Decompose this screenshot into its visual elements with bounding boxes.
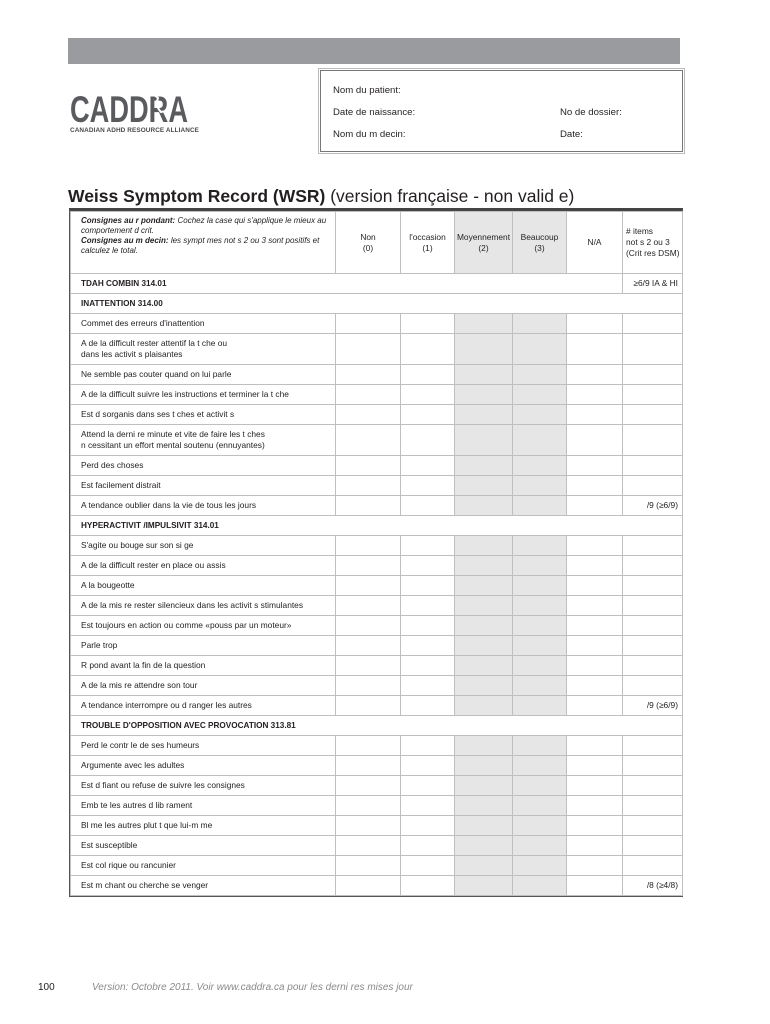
rating-checkbox-beaucoup[interactable] xyxy=(513,596,567,616)
symptom-label: S'agite ou bouge sur son si ge xyxy=(71,536,336,556)
rating-checkbox-beaucoup[interactable] xyxy=(513,656,567,676)
rating-checkbox-occasion[interactable] xyxy=(401,334,455,365)
rating-checkbox-occasion[interactable] xyxy=(401,736,455,756)
symptom-label: Est d fiant ou refuse de suivre les consignes xyxy=(71,776,336,796)
symptom-row xyxy=(71,385,683,405)
rating-checkbox-non[interactable] xyxy=(336,736,401,756)
birth-date-label[interactable]: Date de naissance: xyxy=(333,107,416,118)
rating-checkbox-occasion[interactable] xyxy=(401,405,455,425)
section-total-cell xyxy=(623,556,683,576)
rating-checkbox-occasion[interactable] xyxy=(401,365,455,385)
symptom-row xyxy=(71,556,683,576)
page-title xyxy=(68,186,574,207)
doctor-name-label[interactable]: Nom du m decin: xyxy=(333,129,406,140)
rating-checkbox-beaucoup[interactable] xyxy=(513,405,567,425)
tdah-combined-row xyxy=(71,274,683,294)
rating-checkbox-occasion[interactable] xyxy=(401,536,455,556)
rating-checkbox-non[interactable] xyxy=(336,856,401,876)
rating-checkbox-non[interactable] xyxy=(336,836,401,856)
symptom-row xyxy=(71,736,683,756)
symptom-row xyxy=(71,656,683,676)
column-header-beaucoup: Beaucoup (3) xyxy=(513,212,567,274)
rating-checkbox-moyennement[interactable] xyxy=(455,756,513,776)
symptom-row xyxy=(71,425,683,456)
rating-checkbox-occasion[interactable] xyxy=(401,836,455,856)
rating-checkbox-na[interactable] xyxy=(567,536,623,556)
symptom-row xyxy=(71,456,683,476)
section-total-cell xyxy=(623,476,683,496)
rating-checkbox-beaucoup[interactable] xyxy=(513,616,567,636)
section-total-cell: /8 (≥4/8) xyxy=(623,876,683,896)
section-title: HYPERACTIVIT /IMPULSIVIT 314.01 xyxy=(71,516,683,536)
rating-checkbox-moyennement[interactable] xyxy=(455,696,513,716)
rating-checkbox-na[interactable] xyxy=(567,676,623,696)
rating-checkbox-na[interactable] xyxy=(567,756,623,776)
symptom-row xyxy=(71,796,683,816)
caddra-logo xyxy=(70,90,230,140)
section-total-cell xyxy=(623,776,683,796)
rating-checkbox-beaucoup[interactable] xyxy=(513,776,567,796)
section-total-cell xyxy=(623,856,683,876)
column-header-na: N/A xyxy=(567,212,623,274)
rating-checkbox-moyennement[interactable] xyxy=(455,836,513,856)
rating-checkbox-non[interactable] xyxy=(336,816,401,836)
rating-checkbox-beaucoup[interactable] xyxy=(513,756,567,776)
section-total-cell xyxy=(623,796,683,816)
rating-checkbox-occasion[interactable] xyxy=(401,756,455,776)
section-header-row xyxy=(71,516,683,536)
section-total-cell xyxy=(623,334,683,365)
symptom-row xyxy=(71,576,683,596)
rating-checkbox-na[interactable] xyxy=(567,596,623,616)
rating-checkbox-non[interactable] xyxy=(336,365,401,385)
rating-checkbox-beaucoup[interactable] xyxy=(513,576,567,596)
symptom-label: A de la difficult rester en place ou assis xyxy=(71,556,336,576)
rating-checkbox-non[interactable] xyxy=(336,556,401,576)
rating-checkbox-moyennement[interactable] xyxy=(455,365,513,385)
rating-checkbox-moyennement[interactable] xyxy=(455,876,513,896)
rating-checkbox-beaucoup[interactable] xyxy=(513,836,567,856)
rating-checkbox-non[interactable] xyxy=(336,476,401,496)
symptom-label: Parle trop xyxy=(71,636,336,656)
rating-checkbox-occasion[interactable] xyxy=(401,856,455,876)
rating-checkbox-beaucoup[interactable] xyxy=(513,365,567,385)
rating-checkbox-non[interactable] xyxy=(336,676,401,696)
rating-checkbox-moyennement[interactable] xyxy=(455,314,513,334)
symptom-label: A de la mis re rester silencieux dans les activit s stimulantes xyxy=(71,596,336,616)
instructions-cell: Consignes au r pondant: Cochez la case qui s'applique le mieux au comportement d crit. Consignes au m decin: les sympt mes not s 2 ou 3 sont positifs et calculez le total. xyxy=(71,212,336,274)
rating-checkbox-beaucoup[interactable] xyxy=(513,334,567,365)
rating-checkbox-na[interactable] xyxy=(567,616,623,636)
rating-checkbox-na[interactable] xyxy=(567,796,623,816)
column-header-moyennement: Moyennement (2) xyxy=(455,212,513,274)
symptom-label: Perd le contr le de ses humeurs xyxy=(71,736,336,756)
section-header-row xyxy=(71,716,683,736)
symptom-label: Commet des erreurs d'inattention xyxy=(71,314,336,334)
symptom-row xyxy=(71,876,683,896)
rating-checkbox-na[interactable] xyxy=(567,836,623,856)
rating-checkbox-moyennement[interactable] xyxy=(455,576,513,596)
rating-checkbox-non[interactable] xyxy=(336,596,401,616)
column-header-non: Non (0) xyxy=(336,212,401,274)
symptom-label: Est col rique ou rancunier xyxy=(71,856,336,876)
section-total-cell xyxy=(623,836,683,856)
rating-checkbox-occasion[interactable] xyxy=(401,314,455,334)
rating-checkbox-non[interactable] xyxy=(336,456,401,476)
section-total-cell xyxy=(623,576,683,596)
tdah-criterion: ≥6/9 IA & HI xyxy=(623,274,683,294)
version-note: Version: Octobre 2011. Voir www.caddra.ca pour les derni res mises jour xyxy=(92,982,413,993)
caddra-logo-graphic xyxy=(70,90,195,126)
rating-checkbox-occasion[interactable] xyxy=(401,696,455,716)
section-total-cell xyxy=(623,816,683,836)
section-total-cell xyxy=(623,636,683,656)
section-total-cell xyxy=(623,456,683,476)
symptom-label: A la bougeotte xyxy=(71,576,336,596)
symptom-label: Est susceptible xyxy=(71,836,336,856)
rating-checkbox-occasion[interactable] xyxy=(401,425,455,456)
symptom-label: Ne semble pas couter quand on lui parle xyxy=(71,365,336,385)
section-total-cell xyxy=(623,536,683,556)
patient-info-box xyxy=(320,70,683,152)
symptom-label: A de la difficult suivre les instructions et terminer la t che xyxy=(71,385,336,405)
rating-checkbox-na[interactable] xyxy=(567,556,623,576)
rating-checkbox-non[interactable] xyxy=(336,656,401,676)
date-label[interactable]: Date: xyxy=(560,129,583,140)
rating-checkbox-moyennement[interactable] xyxy=(455,736,513,756)
rating-checkbox-moyennement[interactable] xyxy=(455,676,513,696)
symptom-row xyxy=(71,856,683,876)
section-total-cell: /9 (≥6/9) xyxy=(623,696,683,716)
symptom-row xyxy=(71,836,683,856)
rating-checkbox-moyennement[interactable] xyxy=(455,405,513,425)
rating-checkbox-non[interactable] xyxy=(336,696,401,716)
rating-checkbox-non[interactable] xyxy=(336,334,401,365)
rating-checkbox-moyennement[interactable] xyxy=(455,476,513,496)
rating-checkbox-beaucoup[interactable] xyxy=(513,856,567,876)
rating-checkbox-non[interactable] xyxy=(336,314,401,334)
rating-checkbox-moyennement[interactable] xyxy=(455,334,513,365)
rating-checkbox-beaucoup[interactable] xyxy=(513,636,567,656)
title-sub: (version française - non valid e) xyxy=(330,186,575,206)
rating-checkbox-beaucoup[interactable] xyxy=(513,556,567,576)
rating-checkbox-beaucoup[interactable] xyxy=(513,536,567,556)
rating-checkbox-moyennement[interactable] xyxy=(455,796,513,816)
section-total-cell xyxy=(623,365,683,385)
title-main: Weiss Symptom Record (WSR) xyxy=(68,186,326,206)
section-title: TROUBLE D'OPPOSITION AVEC PROVOCATION 313.81 xyxy=(71,716,683,736)
rating-checkbox-occasion[interactable] xyxy=(401,656,455,676)
svg-text:CADDRA: CADDRA xyxy=(70,90,188,126)
rating-checkbox-beaucoup[interactable] xyxy=(513,425,567,456)
rating-checkbox-na[interactable] xyxy=(567,696,623,716)
rating-checkbox-na[interactable] xyxy=(567,365,623,385)
section-title: INATTENTION 314.00 xyxy=(71,294,683,314)
symptom-row xyxy=(71,365,683,385)
symptom-label: A tendance interrompre ou d ranger les autres xyxy=(71,696,336,716)
rating-checkbox-non[interactable] xyxy=(336,405,401,425)
rating-checkbox-occasion[interactable] xyxy=(401,876,455,896)
rating-checkbox-occasion[interactable] xyxy=(401,476,455,496)
rating-checkbox-na[interactable] xyxy=(567,405,623,425)
symptom-label: A de la mis re attendre son tour xyxy=(71,676,336,696)
rating-checkbox-beaucoup[interactable] xyxy=(513,796,567,816)
rating-checkbox-moyennement[interactable] xyxy=(455,556,513,576)
section-total-cell xyxy=(623,425,683,456)
symptom-record-form xyxy=(69,208,683,897)
symptom-label: Emb te les autres d lib rament xyxy=(71,796,336,816)
symptom-row xyxy=(71,636,683,656)
rating-checkbox-occasion[interactable] xyxy=(401,456,455,476)
symptom-label: Perd des choses xyxy=(71,456,336,476)
rating-checkbox-na[interactable] xyxy=(567,334,623,365)
rating-checkbox-non[interactable] xyxy=(336,616,401,636)
rating-checkbox-beaucoup[interactable] xyxy=(513,676,567,696)
symptom-label: Attend la derni re minute et vite de faire les t ches n cessitant un effort mental soutenu (ennuyantes) xyxy=(71,425,336,456)
rating-checkbox-non[interactable] xyxy=(336,385,401,405)
file-number-label[interactable]: No de dossier: xyxy=(560,107,622,118)
rating-checkbox-non[interactable] xyxy=(336,756,401,776)
rating-checkbox-occasion[interactable] xyxy=(401,636,455,656)
rating-checkbox-na[interactable] xyxy=(567,776,623,796)
symptom-row xyxy=(71,596,683,616)
rating-checkbox-occasion[interactable] xyxy=(401,385,455,405)
section-header-row xyxy=(71,294,683,314)
symptom-label: Est d sorganis dans ses t ches et activit s xyxy=(71,405,336,425)
rating-checkbox-moyennement[interactable] xyxy=(455,616,513,636)
page-number: 100 xyxy=(38,982,55,993)
tdah-title: TDAH COMBIN 314.01 xyxy=(71,274,623,294)
rating-checkbox-na[interactable] xyxy=(567,656,623,676)
section-total-cell xyxy=(623,676,683,696)
logo-subtitle: CANADIAN ADHD RESOURCE ALLIANCE xyxy=(70,127,200,134)
rating-checkbox-beaucoup[interactable] xyxy=(513,476,567,496)
rating-checkbox-moyennement[interactable] xyxy=(455,385,513,405)
rating-checkbox-na[interactable] xyxy=(567,385,623,405)
rating-checkbox-na[interactable] xyxy=(567,856,623,876)
rating-checkbox-occasion[interactable] xyxy=(401,776,455,796)
rating-checkbox-non[interactable] xyxy=(336,876,401,896)
rating-checkbox-na[interactable] xyxy=(567,576,623,596)
rating-checkbox-na[interactable] xyxy=(567,816,623,836)
rating-checkbox-occasion[interactable] xyxy=(401,796,455,816)
rating-checkbox-beaucoup[interactable] xyxy=(513,385,567,405)
symptom-label: Est m chant ou cherche se venger xyxy=(71,876,336,896)
rating-checkbox-non[interactable] xyxy=(336,636,401,656)
section-total-cell xyxy=(623,314,683,334)
rating-checkbox-occasion[interactable] xyxy=(401,616,455,636)
rating-checkbox-moyennement[interactable] xyxy=(455,656,513,676)
rating-checkbox-non[interactable] xyxy=(336,776,401,796)
rating-checkbox-moyennement[interactable] xyxy=(455,776,513,796)
symptom-row xyxy=(71,496,683,516)
rating-checkbox-beaucoup[interactable] xyxy=(513,736,567,756)
rating-checkbox-moyennement[interactable] xyxy=(455,596,513,616)
rating-checkbox-beaucoup[interactable] xyxy=(513,496,567,516)
section-total-cell xyxy=(623,656,683,676)
section-total-cell xyxy=(623,385,683,405)
patient-name-label[interactable]: Nom du patient: xyxy=(333,85,401,96)
section-total-cell xyxy=(623,736,683,756)
rating-checkbox-occasion[interactable] xyxy=(401,576,455,596)
rating-checkbox-na[interactable] xyxy=(567,425,623,456)
rating-checkbox-na[interactable] xyxy=(567,876,623,896)
symptom-label: Est toujours en action ou comme «pouss par un moteur» xyxy=(71,616,336,636)
symptom-row xyxy=(71,616,683,636)
table-header-row xyxy=(71,212,683,274)
rating-checkbox-beaucoup[interactable] xyxy=(513,876,567,896)
symptom-table xyxy=(70,211,683,896)
rating-checkbox-occasion[interactable] xyxy=(401,816,455,836)
symptom-row xyxy=(71,696,683,716)
rating-checkbox-moyennement[interactable] xyxy=(455,636,513,656)
section-total-cell: /9 (≥6/9) xyxy=(623,496,683,516)
column-header-occasion: l'occasion (1) xyxy=(401,212,455,274)
symptom-label: R pond avant la fin de la question xyxy=(71,656,336,676)
symptom-label: Argumente avec les adultes xyxy=(71,756,336,776)
rating-checkbox-moyennement[interactable] xyxy=(455,536,513,556)
rating-checkbox-na[interactable] xyxy=(567,476,623,496)
rating-checkbox-occasion[interactable] xyxy=(401,596,455,616)
section-total-cell xyxy=(623,756,683,776)
symptom-row xyxy=(71,676,683,696)
rating-checkbox-moyennement[interactable] xyxy=(455,816,513,836)
symptom-row xyxy=(71,536,683,556)
rating-checkbox-na[interactable] xyxy=(567,636,623,656)
column-header-items: # items not s 2 ou 3 (Crit res DSM) xyxy=(623,212,683,274)
rating-checkbox-occasion[interactable] xyxy=(401,496,455,516)
symptom-label: Bl me les autres plut t que lui-m me xyxy=(71,816,336,836)
symptom-row xyxy=(71,776,683,796)
rating-checkbox-non[interactable] xyxy=(336,796,401,816)
rating-checkbox-non[interactable] xyxy=(336,536,401,556)
section-total-cell xyxy=(623,405,683,425)
rating-checkbox-beaucoup[interactable] xyxy=(513,816,567,836)
symptom-row xyxy=(71,405,683,425)
rating-checkbox-occasion[interactable] xyxy=(401,556,455,576)
header-bar xyxy=(68,38,680,64)
symptom-label: Est facilement distrait xyxy=(71,476,336,496)
symptom-row xyxy=(71,756,683,776)
rating-checkbox-na[interactable] xyxy=(567,456,623,476)
symptom-row xyxy=(71,816,683,836)
rating-checkbox-occasion[interactable] xyxy=(401,676,455,696)
symptom-row xyxy=(71,334,683,365)
symptom-label: A de la difficult rester attentif la t che ou dans les activit s plaisantes xyxy=(71,334,336,365)
rating-checkbox-moyennement[interactable] xyxy=(455,456,513,476)
rating-checkbox-beaucoup[interactable] xyxy=(513,314,567,334)
rating-checkbox-beaucoup[interactable] xyxy=(513,456,567,476)
rating-checkbox-na[interactable] xyxy=(567,314,623,334)
section-total-cell xyxy=(623,616,683,636)
rating-checkbox-moyennement[interactable] xyxy=(455,425,513,456)
symptom-row xyxy=(71,314,683,334)
rating-checkbox-beaucoup[interactable] xyxy=(513,696,567,716)
section-total-cell xyxy=(623,596,683,616)
rating-checkbox-non[interactable] xyxy=(336,496,401,516)
rating-checkbox-na[interactable] xyxy=(567,736,623,756)
rating-checkbox-na[interactable] xyxy=(567,496,623,516)
symptom-label: A tendance oublier dans la vie de tous les jours xyxy=(71,496,336,516)
symptom-row xyxy=(71,476,683,496)
rating-checkbox-non[interactable] xyxy=(336,576,401,596)
rating-checkbox-moyennement[interactable] xyxy=(455,496,513,516)
rating-checkbox-moyennement[interactable] xyxy=(455,856,513,876)
rating-checkbox-non[interactable] xyxy=(336,425,401,456)
